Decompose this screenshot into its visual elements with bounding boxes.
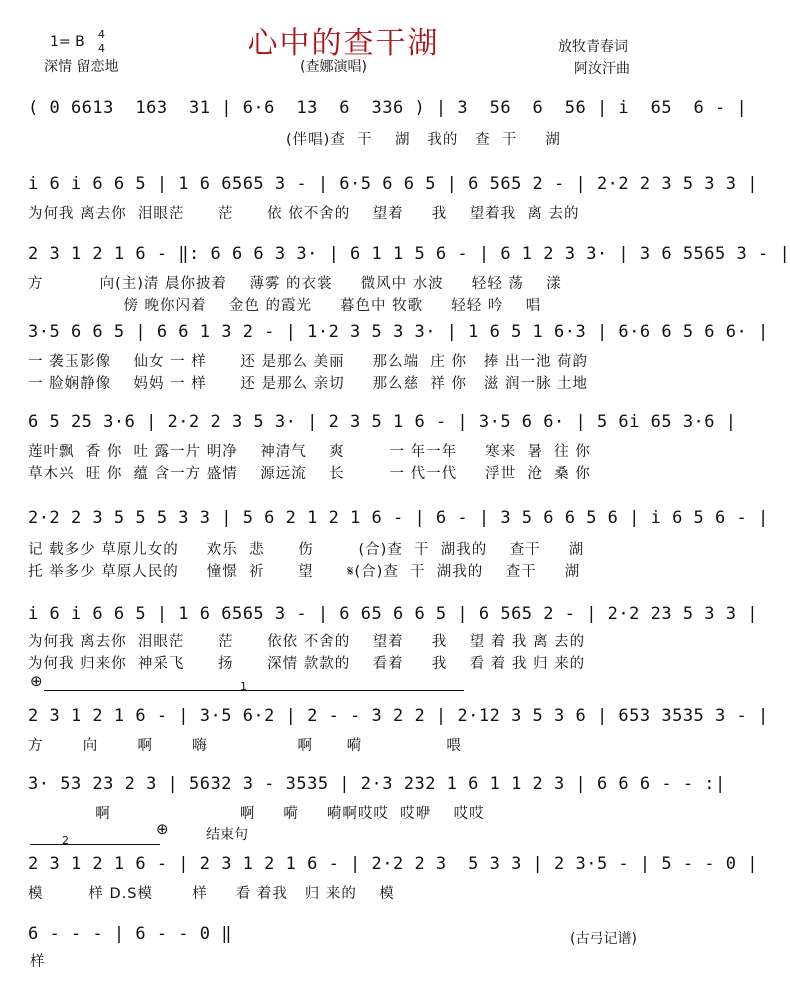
volta-number-2: 2 [62, 834, 69, 847]
lyrics-system-5-line-1: 莲叶飘 香 你 吐 露一片 明净 神清气 爽 一 年一年 寒来 暑 往 你 [28, 444, 591, 460]
lyrics-system-7-line-1: 为何我 离去你 泪眼茫 茫 依依 不舍的 望着 我 望 着 我 离 去的 [28, 634, 586, 650]
volta-bracket-1 [44, 690, 464, 691]
lyrics-system-11-line-1: 样 [30, 954, 46, 970]
lyrics-system-5-line-2: 草木兴 旺 你 蕴 含一方 盛情 源远流 长 一 代一代 浮世 沧 桑 你 [28, 466, 591, 482]
key-signature: 1= B [50, 34, 85, 50]
lyrics-system-10-line-1: 模 样 D.S模 样 看 着我 归 来的 模 [28, 886, 395, 902]
coda-sign-icon: ⊕ [30, 672, 43, 690]
notation-system-5: 6 5 25 3·6 | 2·2 2 3 5 3· | 2 3 5 1 6 - | 3·5 6 6· | 5 6i 65 3·6 | [28, 412, 737, 432]
lyrics-system-3-line-1: 方 向(主)清 晨你披着 薄雾 的衣裳 微风中 水波 轻轻 荡 漾 [28, 276, 562, 292]
singer-credit: (查娜演唱) [300, 59, 367, 75]
volta-bracket-2 [30, 844, 160, 845]
notation-system-2: i 6 i 6 6 5 | 1 6 6565 3 - | 6·5 6 6 5 | 6 565 2 - | 2·2 2 3 5 3 3 | [28, 174, 758, 194]
notation-system-9: 3· 53 23 2 3 | 5632 3 - 3535 | 2·3 232 1 6 1 1 2 3 | 6 6 6 - - :| [28, 774, 726, 794]
ending-label: 结束句 [206, 827, 248, 843]
lyrics-system-2-line-1: 为何我 离去你 泪眼茫 茫 依 依不舍的 望着 我 望着我 离 去的 [28, 206, 580, 222]
notation-system-6: 2·2 2 3 5 5 5 3 3 | 5 6 2 1 2 1 6 - | 6 - | 3 5 6 6 5 6 | i 6 5 6 - | [28, 508, 769, 528]
lyrics-system-4-line-2: 一 脸娴静像 妈妈 一 样 还 是那么 亲切 那么慈 祥 你 滋 润一脉 土地 [28, 376, 589, 392]
lyrics-system-6-line-2: 托 举多少 草原人民的 憧憬 祈 望 𝄋(合)查 干 湖我的 查干 湖 [28, 564, 581, 580]
time-signature-top: 4 [98, 28, 105, 41]
lyrics-system-4-line-1: 一 袭玉影像 仙女 一 样 还 是那么 美丽 那么端 庄 你 捧 出一池 荷韵 [28, 354, 589, 370]
lyrics-system-1-line-1: (伴唱)查 干 湖 我的 查 干 湖 [28, 132, 561, 148]
notation-system-8: 2 3 1 2 1 6 - | 3·5 6·2 | 2 - - 3 2 2 | 2·12 3 5 3 6 | 653 3535 3 - | [28, 706, 769, 726]
lyrics-system-3-line-2: 傍 晚你闪着 金色 的霞光 暮色中 牧歌 轻轻 吟 唱 [28, 298, 542, 314]
notation-system-3: 2 3 1 2 1 6 - ‖: 6 6 6 3 3· | 6 1 1 5 6 - | 6 1 2 3 3· | 3 6 5565 3 - | [28, 244, 790, 264]
song-title: 心中的查干湖 [247, 26, 440, 61]
lyrics-system-9-line-1: 啊 啊 嗬 嗬啊哎哎 哎咿 哎哎 [28, 806, 485, 822]
notation-system-4: 3·5 6 6 5 | 6 6 1 3 2 - | 1·2 3 5 3 3· | 1 6 5 1 6·3 | 6·6 6 5 6 6· | [28, 322, 769, 342]
notation-system-10: 2 3 1 2 1 6 - | 2 3 1 2 1 6 - | 2·2 2 3 5 3 3 | 2 3·5 - | 5 - - 0 | [28, 854, 758, 874]
transcriber-credit: (古弓记谱) [570, 931, 637, 947]
lyricist-credit: 放牧青春词 [558, 39, 628, 55]
notation-system-11: 6 - - - | 6 - - 0 ‖ [28, 924, 232, 944]
notation-system-7: i 6 i 6 6 5 | 1 6 6565 3 - | 6 65 6 6 5 | 6 565 2 - | 2·2 23 5 3 3 | [28, 604, 758, 624]
time-signature-bottom: 4 [98, 42, 105, 55]
coda-sign-icon: ⊕ [156, 820, 169, 838]
notation-system-1: ( 0 6613 163 31 | 6·6 13 6 336 ) | 3 56 6 56 | i 65 6 - | [28, 98, 748, 118]
volta-number-1: 1 [240, 680, 247, 693]
composer-credit: 阿汝汗曲 [574, 61, 630, 77]
lyrics-system-6-line-1: 记 载多少 草原儿女的 欢乐 悲 伤 (合)查 干 湖我的 查干 湖 [28, 542, 585, 558]
lyrics-system-8-line-1: 方 向 啊 嗨 啊 嗬 喂 [28, 738, 462, 754]
lyrics-system-7-line-2: 为何我 归来你 神采飞 扬 深情 款款的 看着 我 看 着 我 归 来的 [28, 656, 586, 672]
tempo-mark: 深情 留恋地 [44, 59, 119, 75]
